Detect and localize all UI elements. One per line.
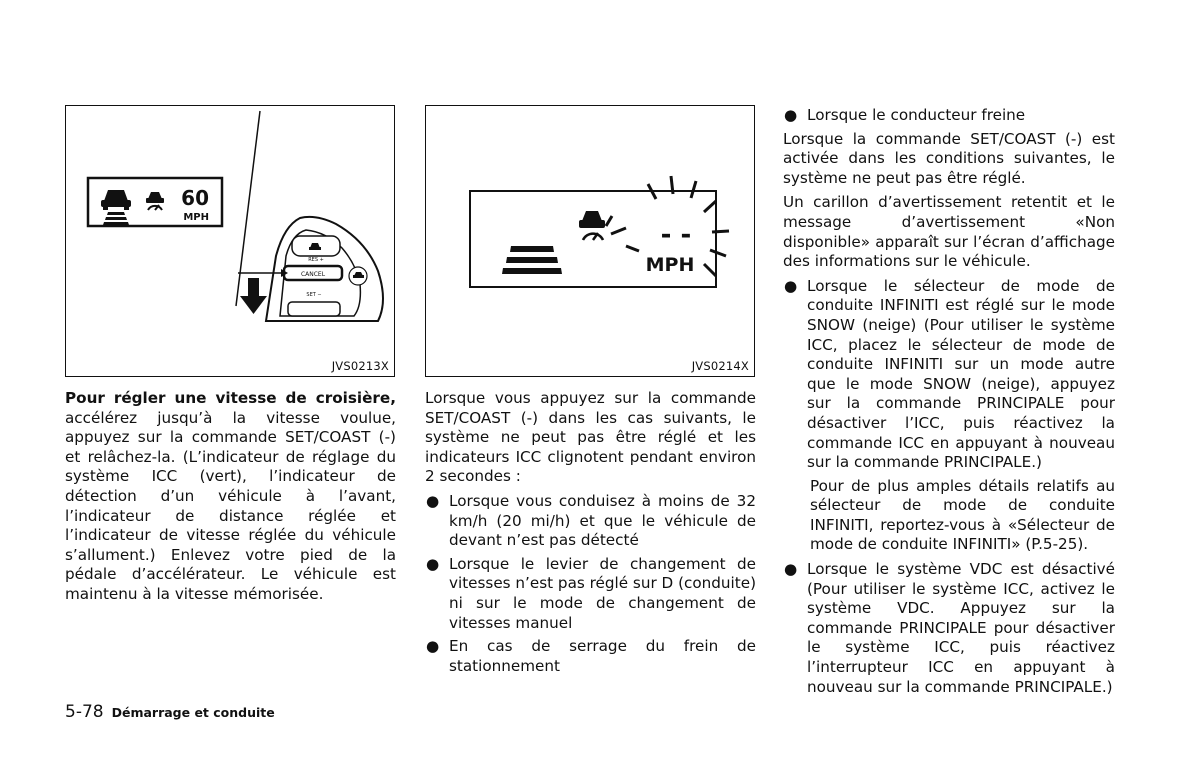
distance-bars-icon bbox=[103, 212, 129, 225]
set-label: SET − bbox=[306, 292, 322, 298]
section-title: Démarrage et conduite bbox=[111, 705, 275, 720]
list-item-text: Lorsque le conducteur freine bbox=[807, 106, 1026, 124]
intro-paragraph: Lorsque vous appuyez sur la commande SET/COAST (-) dans les cas suivants, le système ne peut pas être réglé et les indicateurs ICC clignotent pendant environ 2 secondes : bbox=[425, 389, 756, 486]
figure-code: JVS0214X bbox=[691, 359, 749, 373]
set-button bbox=[288, 302, 340, 316]
push-down-arrow-icon bbox=[240, 278, 267, 314]
indented-paragraph: Pour de plus amples détails relatifs au sélecteur de mode de conduite INFINITI, reportez-vous à «Sélecteur de mode de conduite INFINITI» (P.5-25). bbox=[810, 476, 1115, 554]
list-item bbox=[783, 277, 1115, 473]
bullet-icon: ● bbox=[426, 554, 440, 573]
bullet-icon: ● bbox=[426, 637, 440, 656]
figure1-illustration bbox=[66, 106, 394, 376]
icc-indicator-icon bbox=[146, 192, 164, 210]
separator-line bbox=[236, 111, 260, 306]
speed-unit: MPH bbox=[183, 212, 209, 223]
page-footer bbox=[65, 702, 275, 722]
blinking-dashes: - - bbox=[660, 220, 692, 250]
list-item-text: Lorsque le sélecteur de mode de conduite INFINITI est réglé sur le mode SNOW (neige) (Pour utiliser le système ICC, placez le sélecteur de mode de conduite INFINITI sur un mode autre que le mode SNOW (neige), appuyez sur la commande PRINCIPALE pour désactiver l’ICC, puis réactivez la commande ICC en appuyant à nouveau sur la commande PRINCIPALE.) bbox=[807, 276, 1115, 472]
distance-bars-icon bbox=[502, 246, 562, 274]
lead-rest: accélérez jusqu’à la vitesse voulue, appuyez sur la commande SET/COAST (-) et relâchez-la. (L’indicateur de réglage du système ICC (vert), l’indicateur de détection d’un véhicule à l’avant, l’indicateur de distance réglée et l’indicateur de vitesse réglée du véhicule s’allument.) Enlevez votre pied de la pédale d’accélérateur. Le véhicule est maintenu à la vitesse mémorisée. bbox=[65, 408, 396, 603]
list-item-text: Lorsque le levier de changement de vitesses n’est pas réglé sur D (conduite) ni sur le mode de changement de vitesses manuel bbox=[449, 554, 756, 632]
list-item-text: En cas de serrage du frein de stationnement bbox=[449, 637, 756, 675]
bullet-icon: ● bbox=[784, 106, 798, 124]
bullet-icon: ● bbox=[784, 276, 798, 295]
list-item-text: Lorsque le système VDC est désactivé (Pour utiliser le système ICC, activez le système VDC. Appuyez sur la commande PRINCIPALE pour désactiver le système ICC, puis réactivez l’interrupteur ICC en appuyant à nouveau sur la commande PRINCIPALE.) bbox=[807, 560, 1115, 696]
figure2-illustration bbox=[426, 106, 754, 376]
paragraph: Lorsque la commande SET/COAST (-) est activée dans les conditions suivantes, le système ne peut pas être réglé. bbox=[783, 129, 1115, 187]
bullet-icon: ● bbox=[784, 560, 798, 579]
page-number: 5-78 bbox=[65, 702, 104, 722]
list-item bbox=[425, 492, 756, 551]
column-2 bbox=[425, 389, 756, 680]
figure-cruise-set bbox=[65, 105, 395, 377]
list-item-text: Lorsque vous conduisez à moins de 32 km/h (20 mi/h) et que le véhicule de devant n’est pas détecté bbox=[449, 491, 756, 550]
bullet-icon: ● bbox=[426, 491, 440, 510]
set-speed-value: 60 bbox=[181, 186, 209, 210]
paragraph-set-speed bbox=[65, 389, 396, 605]
column-3 bbox=[783, 106, 1115, 701]
steering-switch bbox=[266, 217, 383, 321]
cancel-label: CANCEL bbox=[300, 271, 326, 278]
speed-unit: MPH bbox=[645, 254, 695, 276]
vehicle-ahead-icon bbox=[101, 190, 131, 210]
lead-bold: Pour régler une vitesse de croisière, bbox=[65, 389, 396, 407]
list-item bbox=[425, 555, 756, 633]
figure-code: JVS0213X bbox=[331, 359, 389, 373]
res-label: RES + bbox=[308, 257, 324, 263]
list-item bbox=[425, 637, 756, 676]
paragraph: Un carillon d’avertissement retentit et le message d’avertissement «Non disponible» apparaît sur l’écran d’affichage des informations sur le véhicule. bbox=[783, 193, 1115, 271]
figure-icc-blinking bbox=[425, 105, 755, 377]
list-item bbox=[783, 560, 1115, 697]
icc-indicator-icon bbox=[579, 211, 605, 240]
list-item bbox=[783, 106, 1115, 126]
column-1 bbox=[65, 389, 396, 610]
